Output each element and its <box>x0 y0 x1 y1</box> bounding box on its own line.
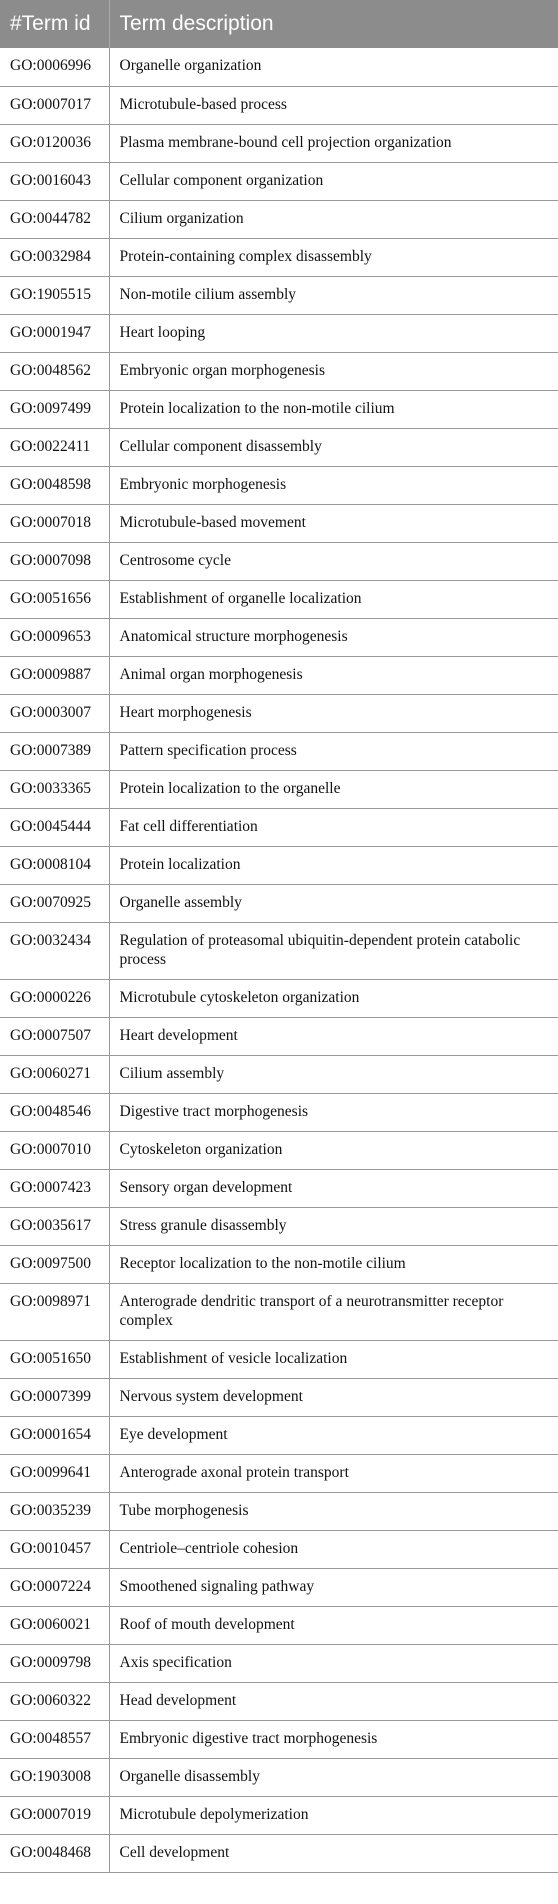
term-description-cell: Cellular component organization <box>109 162 558 200</box>
table-row <box>0 979 558 1017</box>
table-row <box>0 694 558 732</box>
term-id-cell: GO:0097499 <box>0 390 109 428</box>
table-row <box>0 1131 558 1169</box>
term-id-cell: GO:0009887 <box>0 656 109 694</box>
term-description-cell: Heart looping <box>109 314 558 352</box>
term-description-cell: Establishment of vesicle localization <box>109 1340 558 1378</box>
table-row <box>0 1796 558 1834</box>
term-description-cell: Eye development <box>109 1416 558 1454</box>
table-header <box>0 0 558 48</box>
term-id-cell: GO:0099641 <box>0 1454 109 1492</box>
table-row <box>0 200 558 238</box>
table-row <box>0 1568 558 1606</box>
term-id-cell: GO:0007399 <box>0 1378 109 1416</box>
table-row <box>0 884 558 922</box>
term-id-cell: GO:0044782 <box>0 200 109 238</box>
term-description-cell: Microtubule depolymerization <box>109 1796 558 1834</box>
header-term-description: Term description <box>109 0 558 48</box>
table-row <box>0 1606 558 1644</box>
term-description-cell: Cilium organization <box>109 200 558 238</box>
table-row <box>0 1378 558 1416</box>
table-row <box>0 238 558 276</box>
term-id-cell: GO:0022411 <box>0 428 109 466</box>
term-description-cell: Regulation of proteasomal ubiquitin-dependent protein catabolic process <box>109 922 558 979</box>
term-id-cell: GO:0006996 <box>0 48 109 86</box>
term-id-cell: GO:0048557 <box>0 1720 109 1758</box>
term-description-cell: Protein localization to the non-motile cilium <box>109 390 558 428</box>
table-row <box>0 846 558 884</box>
table-body <box>0 48 558 1872</box>
table-row <box>0 390 558 428</box>
term-description-cell: Heart development <box>109 1017 558 1055</box>
table-row <box>0 276 558 314</box>
term-id-cell: GO:0003007 <box>0 694 109 732</box>
term-description-cell: Embryonic organ morphogenesis <box>109 352 558 390</box>
table-row <box>0 1682 558 1720</box>
term-id-cell: GO:0097500 <box>0 1245 109 1283</box>
table-row <box>0 1454 558 1492</box>
term-description-cell: Organelle assembly <box>109 884 558 922</box>
term-id-cell: GO:0007019 <box>0 1796 109 1834</box>
term-id-cell: GO:0007017 <box>0 86 109 124</box>
term-description-cell: Organelle disassembly <box>109 1758 558 1796</box>
term-id-cell: GO:0035239 <box>0 1492 109 1530</box>
term-id-cell: GO:0048598 <box>0 466 109 504</box>
term-id-cell: GO:0007010 <box>0 1131 109 1169</box>
term-description-cell: Microtubule-based movement <box>109 504 558 542</box>
table-row <box>0 1283 558 1340</box>
term-id-cell: GO:0120036 <box>0 124 109 162</box>
table-row <box>0 1644 558 1682</box>
table-row <box>0 922 558 979</box>
term-id-cell: GO:0007098 <box>0 542 109 580</box>
term-id-cell: GO:0051656 <box>0 580 109 618</box>
term-description-cell: Stress granule disassembly <box>109 1207 558 1245</box>
term-id-cell: GO:0098971 <box>0 1283 109 1340</box>
term-id-cell: GO:0009653 <box>0 618 109 656</box>
term-description-cell: Smoothened signaling pathway <box>109 1568 558 1606</box>
term-description-cell: Cellular component disassembly <box>109 428 558 466</box>
term-id-cell: GO:0000226 <box>0 979 109 1017</box>
term-description-cell: Receptor localization to the non-motile cilium <box>109 1245 558 1283</box>
term-id-cell: GO:0032984 <box>0 238 109 276</box>
term-description-cell: Animal organ morphogenesis <box>109 656 558 694</box>
table-row <box>0 1720 558 1758</box>
term-description-cell: Embryonic digestive tract morphogenesis <box>109 1720 558 1758</box>
term-description-cell: Anatomical structure morphogenesis <box>109 618 558 656</box>
term-description-cell: Cell development <box>109 1834 558 1872</box>
term-id-cell: GO:0070925 <box>0 884 109 922</box>
table-row <box>0 86 558 124</box>
table-row <box>0 1492 558 1530</box>
term-description-cell: Cytoskeleton organization <box>109 1131 558 1169</box>
term-id-cell: GO:0045444 <box>0 808 109 846</box>
term-id-cell: GO:0010457 <box>0 1530 109 1568</box>
term-description-cell: Sensory organ development <box>109 1169 558 1207</box>
table-row <box>0 48 558 86</box>
term-id-cell: GO:0007423 <box>0 1169 109 1207</box>
term-description-cell: Tube morphogenesis <box>109 1492 558 1530</box>
table-row <box>0 1207 558 1245</box>
term-id-cell: GO:1905515 <box>0 276 109 314</box>
term-id-cell: GO:0016043 <box>0 162 109 200</box>
term-id-cell: GO:0001947 <box>0 314 109 352</box>
term-id-cell: GO:0001654 <box>0 1416 109 1454</box>
table-row <box>0 428 558 466</box>
term-id-cell: GO:0032434 <box>0 922 109 979</box>
term-description-cell: Head development <box>109 1682 558 1720</box>
table-row <box>0 1340 558 1378</box>
term-description-cell: Establishment of organelle localization <box>109 580 558 618</box>
term-description-cell: Heart morphogenesis <box>109 694 558 732</box>
table-row <box>0 1093 558 1131</box>
table-row <box>0 1169 558 1207</box>
table-row <box>0 656 558 694</box>
table-row <box>0 1017 558 1055</box>
table-row <box>0 808 558 846</box>
term-description-cell: Fat cell differentiation <box>109 808 558 846</box>
term-description-cell: Roof of mouth development <box>109 1606 558 1644</box>
term-description-cell: Non-motile cilium assembly <box>109 276 558 314</box>
term-description-cell: Protein localization <box>109 846 558 884</box>
term-id-cell: GO:0007224 <box>0 1568 109 1606</box>
term-description-cell: Microtubule-based process <box>109 86 558 124</box>
term-id-cell: GO:0060271 <box>0 1055 109 1093</box>
table-row <box>0 466 558 504</box>
term-description-cell: Organelle organization <box>109 48 558 86</box>
table-row <box>0 770 558 808</box>
term-id-cell: GO:0060322 <box>0 1682 109 1720</box>
term-description-cell: Nervous system development <box>109 1378 558 1416</box>
table-row <box>0 1530 558 1568</box>
term-id-cell: GO:0007018 <box>0 504 109 542</box>
table-row <box>0 732 558 770</box>
term-description-cell: Anterograde dendritic transport of a neurotransmitter receptor complex <box>109 1283 558 1340</box>
table-row <box>0 1834 558 1872</box>
term-description-cell: Protein-containing complex disassembly <box>109 238 558 276</box>
term-description-cell: Protein localization to the organelle <box>109 770 558 808</box>
table-row <box>0 314 558 352</box>
table-row <box>0 1416 558 1454</box>
term-id-cell: GO:0008104 <box>0 846 109 884</box>
term-description-cell: Embryonic morphogenesis <box>109 466 558 504</box>
term-description-cell: Cilium assembly <box>109 1055 558 1093</box>
term-description-cell: Centrosome cycle <box>109 542 558 580</box>
term-id-cell: GO:0051650 <box>0 1340 109 1378</box>
table-row <box>0 1055 558 1093</box>
table-row <box>0 1245 558 1283</box>
term-id-cell: GO:0009798 <box>0 1644 109 1682</box>
header-term-id: #Term id <box>0 0 109 48</box>
table-row <box>0 504 558 542</box>
table-row <box>0 580 558 618</box>
term-description-cell: Digestive tract morphogenesis <box>109 1093 558 1131</box>
table-row <box>0 162 558 200</box>
term-description-cell: Microtubule cytoskeleton organization <box>109 979 558 1017</box>
table-row <box>0 542 558 580</box>
term-description-cell: Anterograde axonal protein transport <box>109 1454 558 1492</box>
header-row <box>0 0 558 48</box>
term-id-cell: GO:0060021 <box>0 1606 109 1644</box>
term-id-cell: GO:0033365 <box>0 770 109 808</box>
term-id-cell: GO:0048562 <box>0 352 109 390</box>
term-id-cell: GO:0007389 <box>0 732 109 770</box>
term-id-cell: GO:0048546 <box>0 1093 109 1131</box>
term-id-cell: GO:0035617 <box>0 1207 109 1245</box>
table-row <box>0 1758 558 1796</box>
table-row <box>0 352 558 390</box>
table-row <box>0 618 558 656</box>
term-description-cell: Pattern specification process <box>109 732 558 770</box>
term-description-cell: Plasma membrane-bound cell projection organization <box>109 124 558 162</box>
term-id-cell: GO:1903008 <box>0 1758 109 1796</box>
term-id-cell: GO:0048468 <box>0 1834 109 1872</box>
term-description-cell: Axis specification <box>109 1644 558 1682</box>
term-id-cell: GO:0007507 <box>0 1017 109 1055</box>
term-description-cell: Centriole–centriole cohesion <box>109 1530 558 1568</box>
table-row <box>0 124 558 162</box>
